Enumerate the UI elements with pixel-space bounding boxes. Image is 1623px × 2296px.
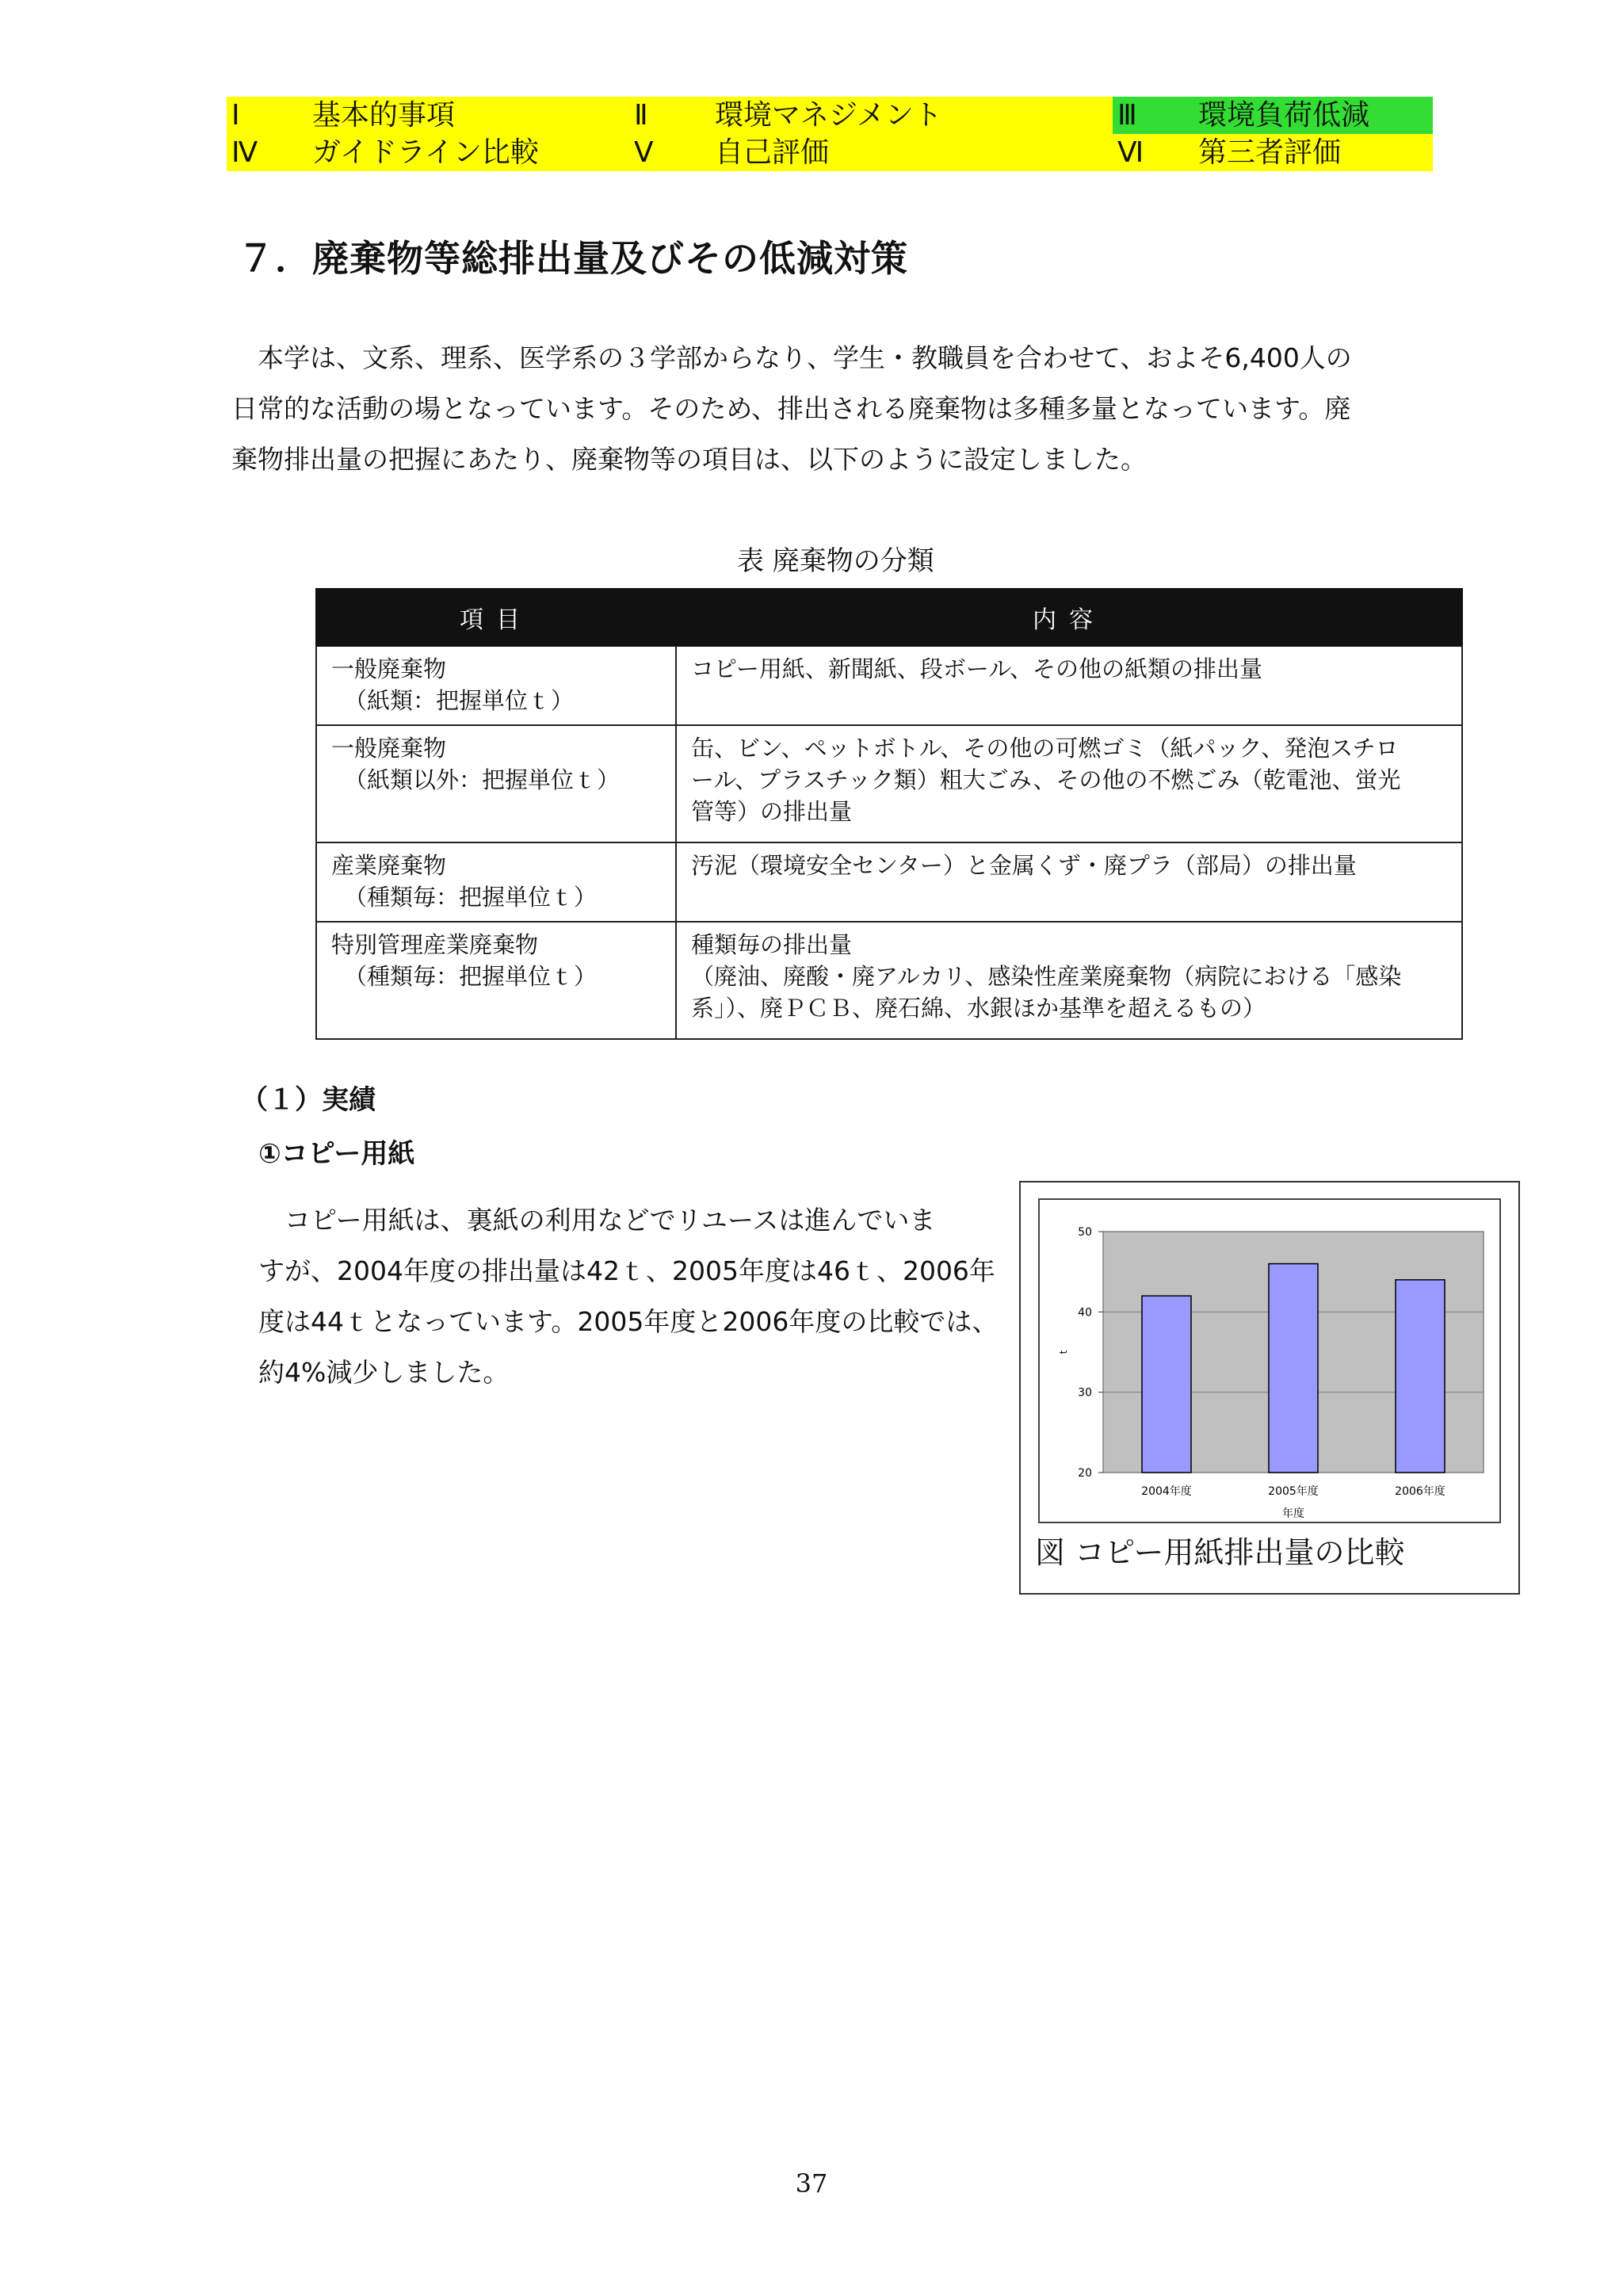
content-cell: コピー用紙、新聞紙、段ボール、その他の紙類の排出量 — [676, 646, 1462, 725]
x-tick-label: 2005年度 — [1268, 1485, 1319, 1498]
nav-item-2[interactable]: Ⅱ 環境マネジメント — [634, 99, 942, 132]
intro-line: 本学は、文系、理系、医学系の３学部からなり、学生・教職員を合わせて、およそ6,400人の — [231, 342, 1352, 373]
bar-2004年度 — [1142, 1296, 1191, 1473]
body-line: 約4%減少しました。 — [258, 1357, 510, 1388]
chapter-navigation — [227, 97, 1433, 171]
bar-2006年度 — [1396, 1280, 1445, 1473]
table-caption: 表 廃棄物の分類 — [737, 545, 934, 577]
copy-paper-paragraph — [258, 1195, 1035, 1398]
body-line: 度は44ｔとなっています。2005年度と2006年度の比較では、 — [258, 1306, 999, 1337]
copy-paper-bar-chart — [1040, 1200, 1499, 1522]
item-cell: 産業廃棄物 （種類毎：把握単位ｔ） — [316, 842, 676, 922]
x-tick-label: 2004年度 — [1141, 1485, 1192, 1498]
header-content: 内容 — [676, 589, 1462, 646]
figure-caption: 図 コピー用紙排出量の比較 — [1035, 1535, 1405, 1570]
body-line: すが、2004年度の排出量は42ｔ、2005年度は46ｔ、2006年 — [258, 1255, 995, 1286]
intro-line: 棄物排出量の把握にあたり、廃棄物等の項目は、以下のように設定しました。 — [231, 444, 1147, 475]
page-number: 37 — [795, 2168, 828, 2199]
intro-paragraph — [231, 333, 1468, 485]
section-title: ７．廃棄物等総排出量及びその低減対策 — [238, 237, 908, 280]
chart-frame — [1038, 1198, 1501, 1523]
content-cell: 汚泥（環境安全センター）と金属くず・廃プラ（部局）の排出量 — [676, 842, 1462, 922]
nav-item-3-active[interactable]: Ⅲ 環境負荷低減 — [1113, 97, 1433, 134]
table-row — [316, 646, 1462, 725]
y-tick-label: 40 — [1078, 1306, 1092, 1320]
body-line: コピー用紙は、裏紙の利用などでリユースは進んでいま — [258, 1205, 936, 1236]
y-tick-label: 30 — [1078, 1386, 1092, 1400]
subheading-copy-paper: ①コピー用紙 — [258, 1138, 415, 1170]
nav-item-4[interactable]: Ⅳ ガイドライン比較 — [231, 136, 539, 169]
x-axis-label: 年度 — [1282, 1507, 1304, 1520]
y-tick-label: 50 — [1078, 1226, 1092, 1239]
bar-2005年度 — [1269, 1264, 1318, 1473]
y-axis-label: t — [1058, 1350, 1069, 1354]
item-cell: 一般廃棄物 （紙類：把握単位ｔ） — [316, 646, 676, 725]
figure-box — [1019, 1181, 1520, 1595]
y-tick-label: 20 — [1078, 1467, 1092, 1480]
x-tick-label: 2006年度 — [1395, 1485, 1445, 1498]
nav-item-5[interactable]: Ⅴ 自己評価 — [634, 136, 830, 169]
table-row — [316, 922, 1462, 1039]
subheading-results: （１）実績 — [241, 1084, 376, 1116]
item-cell: 特別管理産業廃棄物 （種類毎：把握単位ｔ） — [316, 922, 676, 1039]
table-header-row — [316, 589, 1462, 646]
nav-item-1[interactable]: Ⅰ 基本的事項 — [231, 99, 456, 132]
waste-classification-table — [315, 588, 1463, 1040]
table-row — [316, 725, 1462, 842]
nav-item-6[interactable]: Ⅵ 第三者評価 — [1117, 136, 1342, 169]
header-item: 項目 — [316, 589, 676, 646]
content-cell: 缶、ビン、ペットボトル、その他の可燃ゴミ（紙パック、発泡スチロ ール、プラスチック類）粗大ごみ、その他の不燃ごみ（乾電池、蛍光 管等）の排出量 — [676, 725, 1462, 842]
item-cell: 一般廃棄物 （紙類以外：把握単位ｔ） — [316, 725, 676, 842]
intro-line: 日常的な活動の場となっています。そのため、排出される廃棄物は多種多量となっています。廃 — [231, 393, 1351, 424]
table-row — [316, 842, 1462, 922]
content-cell: 種類毎の排出量 （廃油、廃酸・廃アルカリ、感染性産業廃棄物（病院における「感染 系」）、廃ＰＣＢ、廃石綿、水銀ほか基準を超えるもの） — [676, 922, 1462, 1039]
